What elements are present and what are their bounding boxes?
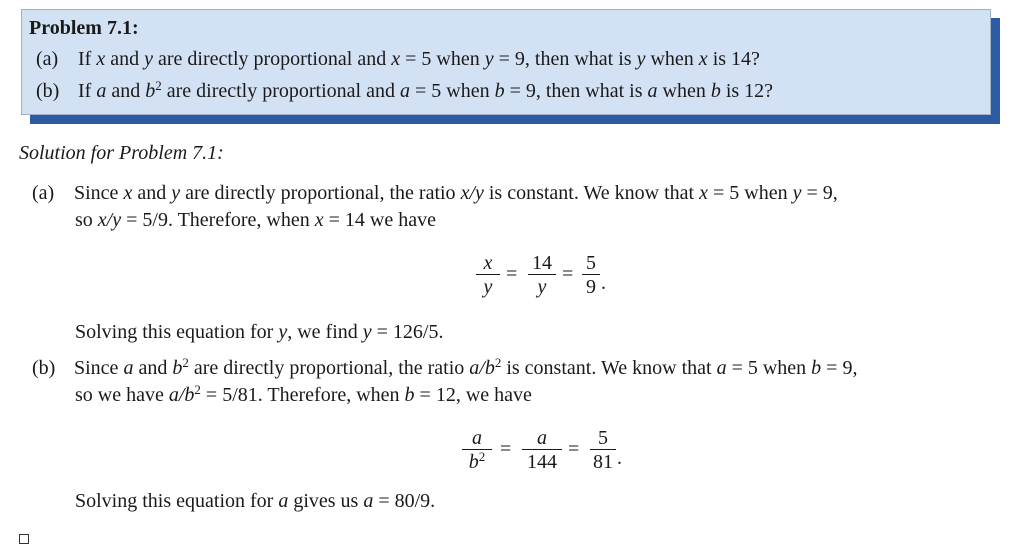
solution-title: Solution for Problem 7.1:: [19, 142, 224, 164]
solution-b-line2: [75, 384, 532, 407]
var: a: [399, 80, 410, 102]
text: Solving this equation for: [75, 321, 279, 343]
text: = 9, then what is: [504, 80, 648, 102]
text: = 5 when: [707, 182, 793, 204]
text: Since: [74, 182, 124, 204]
text: so we have: [75, 384, 169, 406]
var: y: [144, 48, 153, 70]
solution-b-label: (b): [32, 357, 56, 379]
fraction-x-over-y: [476, 252, 500, 299]
var: a: [647, 80, 658, 102]
fraction-14-over-y: [528, 252, 556, 299]
denominator: 144: [527, 451, 557, 473]
text: = 5/81. Therefore, when: [200, 384, 405, 406]
var: x: [314, 209, 324, 231]
var: y: [484, 48, 494, 70]
var: x: [96, 48, 106, 70]
solution-a-line1: [32, 182, 838, 205]
var: y: [362, 321, 372, 343]
fraction-a-over-b2: [462, 427, 492, 474]
problem-title: Problem 7.1:: [29, 17, 139, 39]
text: = 5 when: [400, 48, 485, 70]
var: b: [172, 357, 183, 379]
text: and: [132, 182, 172, 204]
exponent: 2: [494, 355, 502, 370]
equals-sign: =: [568, 438, 580, 460]
text: = 12, we have: [414, 384, 532, 406]
numerator: 5: [586, 252, 596, 274]
var: a: [96, 80, 107, 102]
denominator: [462, 450, 492, 474]
equation-a: [476, 252, 616, 302]
problem-box-shadow-bottom: [30, 115, 1000, 124]
equals-sign: =: [562, 263, 574, 285]
exponent: 2: [478, 449, 486, 464]
text: is constant. We know that: [501, 357, 717, 379]
var: x: [698, 48, 708, 70]
period: .: [617, 447, 622, 469]
numerator: x: [483, 252, 493, 274]
text: are directly proportional, the ratio: [188, 357, 470, 379]
text: = 9,: [801, 182, 838, 204]
equals-sign: =: [506, 263, 518, 285]
text: , we find: [287, 321, 363, 343]
var: x: [699, 182, 708, 204]
text: are directly proportional and: [153, 48, 392, 70]
var: b: [145, 80, 156, 102]
text: Since: [74, 357, 124, 379]
fraction-5-over-81: [590, 427, 616, 474]
numerator: a: [537, 427, 547, 449]
exponent: 2: [194, 382, 201, 397]
numerator: a: [472, 427, 482, 449]
var: x: [123, 182, 133, 204]
problem-part-a: [36, 48, 760, 71]
var: a: [363, 490, 374, 512]
text: = 126/5.: [371, 321, 444, 343]
problem-box-shadow-right: [991, 18, 1000, 124]
denominator: y: [483, 276, 493, 298]
text: If: [78, 48, 97, 70]
text: and: [133, 357, 173, 379]
var: a/b: [469, 357, 495, 379]
text: = 9,: [821, 357, 858, 379]
numerator: 14: [532, 252, 552, 274]
equals-sign: =: [500, 438, 512, 460]
text: = 5 when: [409, 80, 495, 102]
text: gives us: [288, 490, 364, 512]
fraction-5-over-9: [582, 252, 600, 299]
text: are directly proportional, the ratio: [180, 182, 461, 204]
solution-a-conclusion: [75, 321, 444, 344]
period: .: [601, 272, 606, 294]
var: x: [391, 48, 401, 70]
var: y: [636, 48, 646, 70]
var: b: [811, 357, 822, 379]
solution-a-line2: [75, 209, 436, 232]
text: = 5/9. Therefore, when: [121, 209, 315, 231]
text: is 14?: [707, 48, 760, 70]
numerator: 5: [598, 427, 608, 449]
equation-b: [462, 427, 632, 477]
text: so: [75, 209, 98, 231]
var: a: [278, 490, 289, 512]
text: = 14 we have: [323, 209, 436, 231]
problem-part-b: [36, 80, 773, 103]
text: = 9, then what is: [493, 48, 637, 70]
text: Solving this equation for: [75, 490, 279, 512]
solution-a-label: (a): [32, 182, 55, 204]
text: when: [645, 48, 699, 70]
var: b: [710, 80, 721, 102]
denominator: 9: [586, 276, 596, 298]
var: b: [404, 384, 415, 406]
solution-b-conclusion: [75, 490, 435, 513]
text: is 12?: [720, 80, 774, 102]
var: x/y: [97, 209, 122, 231]
var: y: [171, 182, 181, 204]
var: y: [278, 321, 288, 343]
qed-box-icon: [19, 534, 29, 544]
text: If: [78, 80, 97, 102]
fraction-a-over-144: [522, 427, 562, 474]
var: a: [123, 357, 134, 379]
text: and: [105, 48, 145, 70]
part-b-label: (b): [36, 80, 60, 102]
exponent: 2: [182, 355, 189, 370]
var: b: [468, 451, 479, 473]
var: a: [716, 357, 727, 379]
var: x/y: [460, 182, 484, 204]
denominator: 81: [593, 451, 613, 473]
var: a/b: [168, 384, 195, 406]
denominator: y: [537, 276, 547, 298]
exponent: 2: [155, 78, 162, 93]
text: and: [106, 80, 146, 102]
var: y: [792, 182, 802, 204]
solution-b-line1: [32, 357, 857, 380]
part-a-label: (a): [36, 48, 59, 70]
problem-box: [21, 9, 991, 115]
var: b: [494, 80, 505, 102]
text: = 5 when: [726, 357, 812, 379]
text: when: [657, 80, 711, 102]
text: is constant. We know that: [483, 182, 700, 204]
text: are directly proportional and: [161, 80, 400, 102]
text: = 80/9.: [373, 490, 436, 512]
